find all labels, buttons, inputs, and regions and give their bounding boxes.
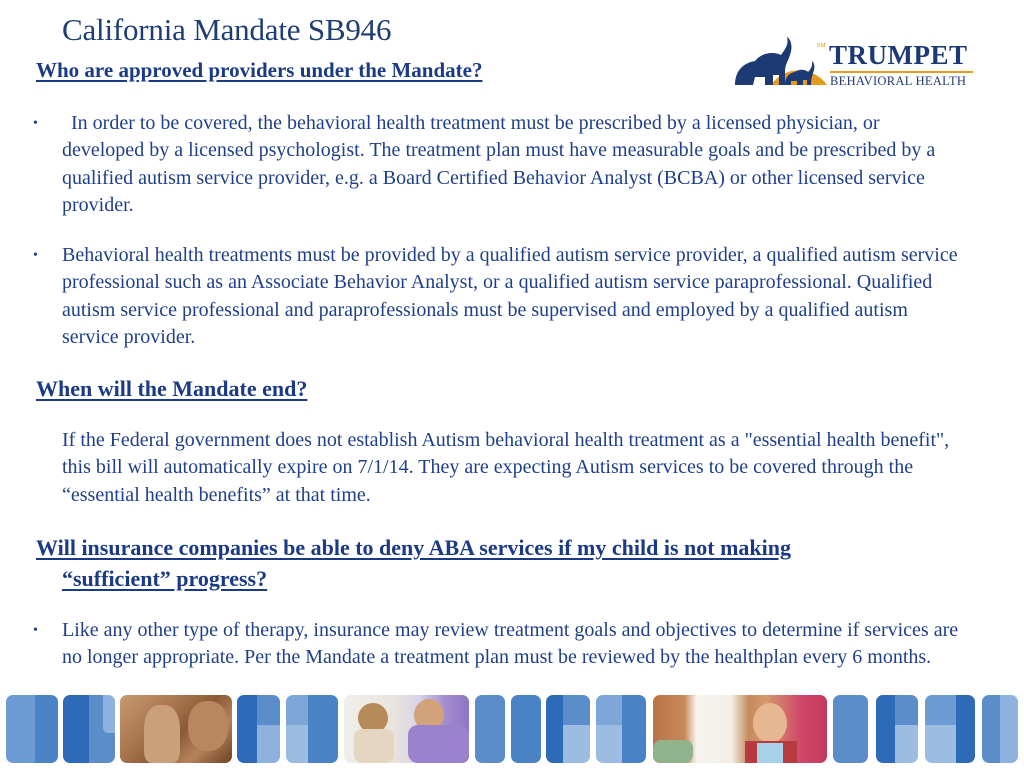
decorative-tile: [925, 695, 975, 763]
smiling-boy-photo: [653, 695, 827, 763]
bullet-text-prescription: In order to be covered, the behavioral health treatment must be prescribed by a licensed physician, or developed by a licensed psychologist. The treatment plan must have measurable goals and be prescribed by a qualified autism service provider, e.g. a Board Certified Behavior Analyst (BCBA) or other licensed service provider.: [62, 112, 936, 216]
bullet-icon: •: [33, 248, 38, 263]
footer-image-strip: [0, 694, 1024, 766]
child-and-mother-photo: [344, 695, 469, 763]
decorative-tile: [63, 695, 115, 763]
bullet-icon: •: [33, 623, 38, 638]
decorative-tile: [286, 695, 338, 763]
logo-divider: [830, 71, 973, 73]
section-heading-providers: Who are approved providers under the Mandate?: [36, 58, 483, 82]
bullet-icon: •: [33, 116, 38, 131]
logo-wordmark: TRUMPET: [829, 40, 968, 70]
logo-subtitle: BEHAVIORAL HEALTH: [830, 74, 967, 88]
decorative-tile: [511, 695, 541, 763]
paragraph-mandate-end: If the Federal government does not establish Autism behavioral health treatment as a "essential health benefit", this bill will automatically expire on 7/1/14. They are expecting Autism services to be covered through the “essential health benefits” at that time.: [62, 429, 950, 506]
section-heading-insurance-deny: Will insurance companies be able to deny ABA services if my child is not making: [36, 535, 791, 560]
elephants-photo: [120, 695, 232, 763]
decorative-tile: [475, 695, 505, 763]
decorative-tile: [546, 695, 590, 763]
decorative-tile: [596, 695, 646, 763]
decorative-tile: [876, 695, 918, 763]
bullet-text-providers: Behavioral health treatments must be provided by a qualified autism service provider, a qualified autism service professional such as an Associate Behavior Analyst, or a qualified autism service paraprofessional. Qualified autism service professional and paraprofessionals must be supervised and employed by a qualified autism service provider.: [62, 244, 958, 348]
slide-title: California Mandate SB946: [62, 12, 392, 47]
section-heading-mandate-end: When will the Mandate end?: [36, 376, 308, 401]
decorative-tile: [982, 695, 1018, 763]
section-heading-insurance-deny-cont: “sufficient” progress?: [62, 566, 268, 591]
service-mark: SM: [817, 43, 826, 49]
elephant-sun-icon: [733, 33, 829, 91]
trumpet-logo: [733, 33, 983, 91]
decorative-tile: [6, 695, 58, 763]
decorative-tile: [833, 695, 868, 763]
bullet-text-review: Like any other type of therapy, insurance may review treatment goals and objectives to determine if services are no longer appropriate. Per the Mandate a treatment plan must be reviewed by the healthplan every 6 months.: [62, 619, 959, 669]
decorative-tile: [237, 695, 280, 763]
